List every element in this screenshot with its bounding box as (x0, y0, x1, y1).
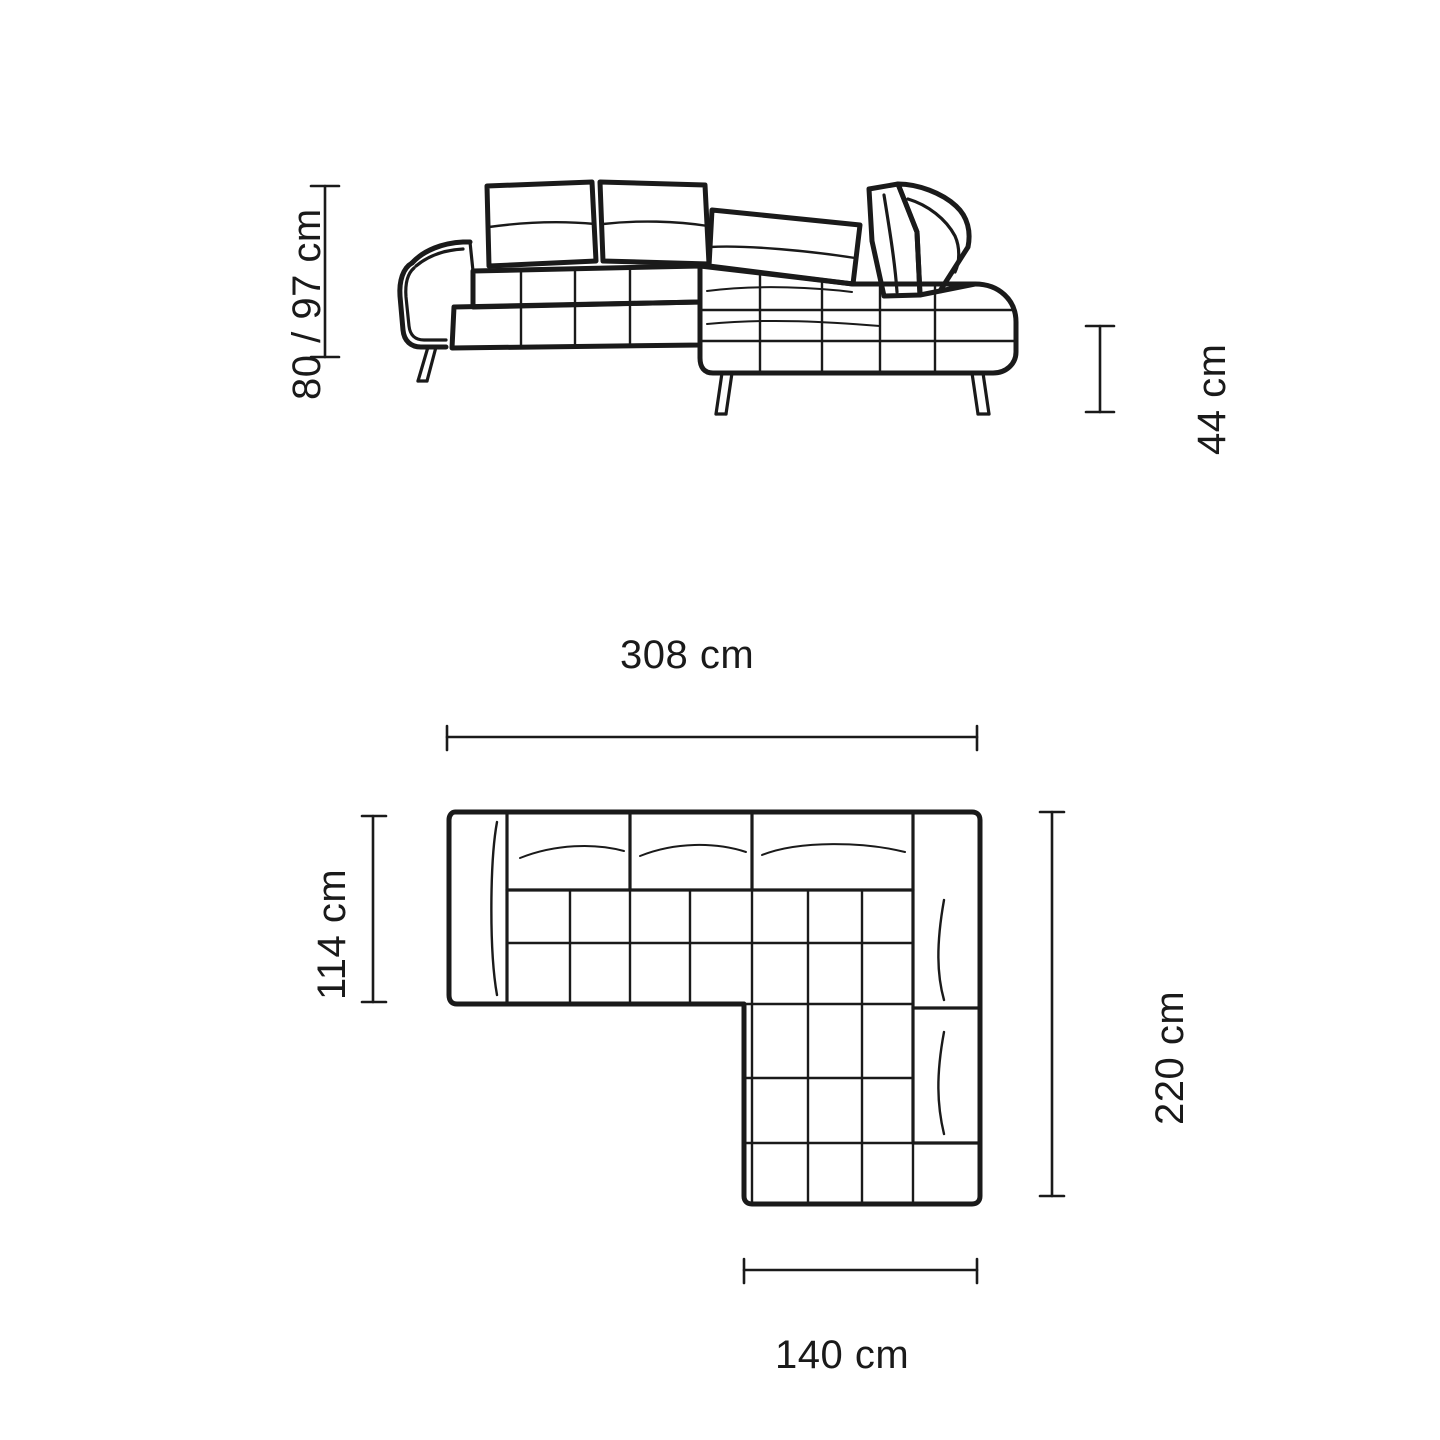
dimension-label-seat-height: 44 cm (1190, 343, 1234, 455)
sofa-front-elevation (400, 182, 1016, 414)
dimension-line-total-width (447, 726, 977, 750)
dimension-label-height-back: 80 / 97 cm (285, 208, 329, 400)
dimension-line-chaise-depth (744, 1259, 977, 1283)
dimension-label-total-depth: 220 cm (1148, 990, 1192, 1125)
dimension-label-chaise-depth: 140 cm (775, 1333, 910, 1377)
sofa-top-plan (449, 812, 980, 1204)
dimension-line-seat-height (1086, 326, 1114, 412)
dimension-line-total-depth (1040, 812, 1064, 1196)
dimension-line-main-depth (362, 816, 386, 1002)
dimension-label-main-depth: 114 cm (310, 868, 354, 1000)
dimension-line-height-back (311, 186, 339, 357)
dimension-label-total-width: 308 cm (620, 633, 755, 677)
